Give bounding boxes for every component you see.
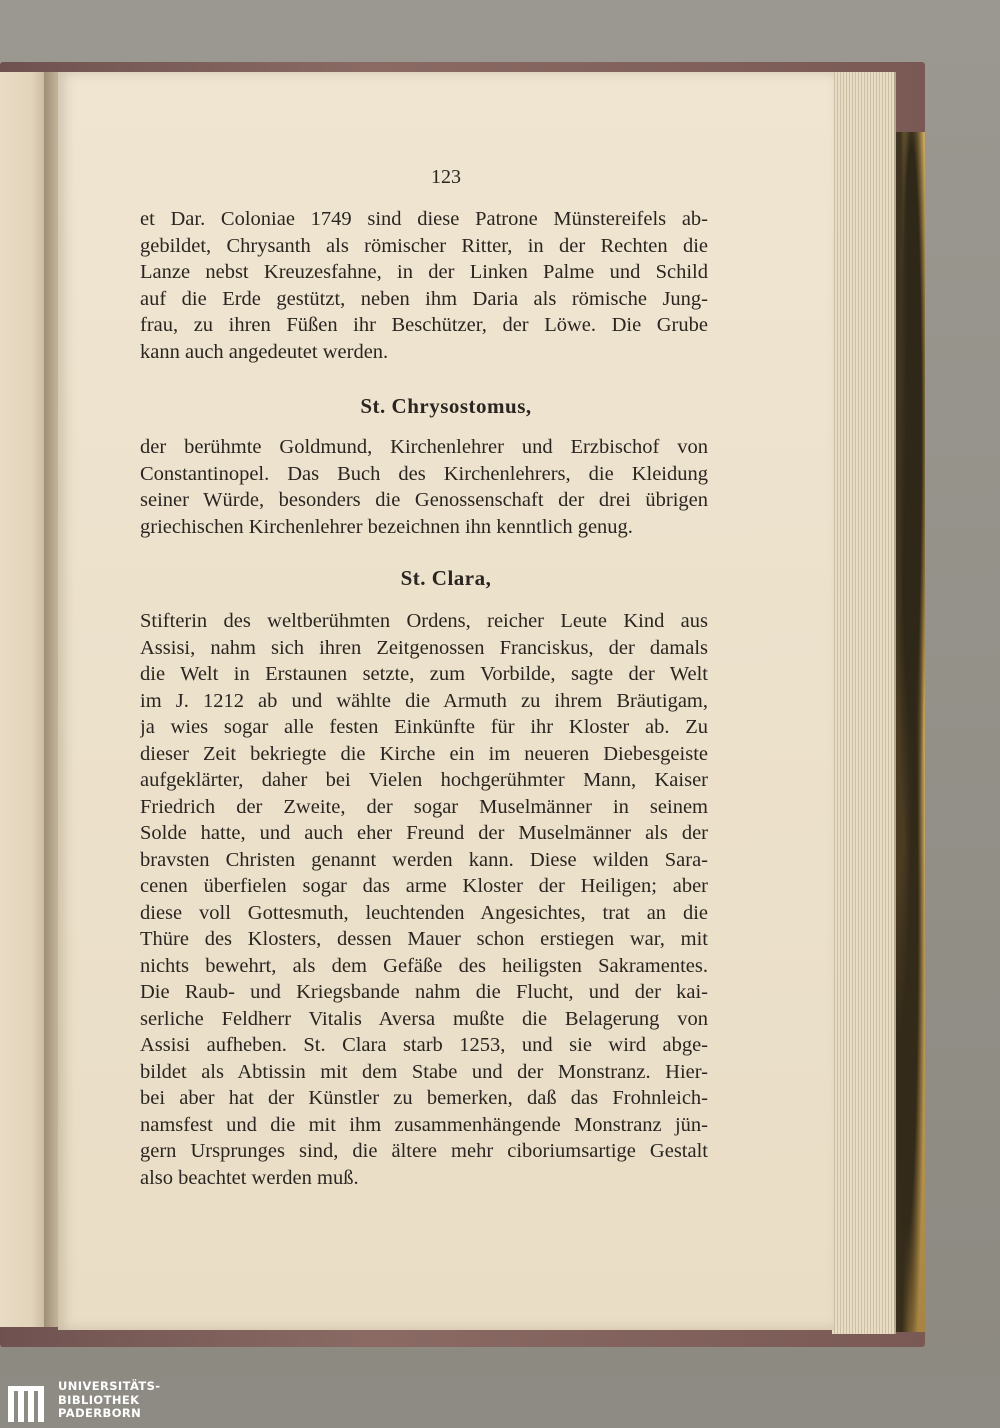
text-line: gern Ursprunges sind, die ältere mehr ciboriumsartige Gestalt (140, 1140, 708, 1162)
text-line: die Welt in Erstaunen setzte, zum Vorbilde, sagte der Welt (140, 663, 708, 685)
text-line: im J. 1212 ab und wählte die Armuth zu ihrem Bräutigam, (140, 689, 708, 712)
text-line: Constantinopel. Das Buch des Kirchenlehrers, die Kleidung (140, 462, 708, 485)
text-line: bildet als Abtissin mit dem Stabe und der Monstranz. Hier- (140, 1060, 708, 1083)
library-logo (0, 1378, 1000, 1428)
text-line: Assisi aufheben. St. Clara starb 1253, und sie wird abge- (140, 1034, 708, 1056)
text-line: Assisi, nahm sich ihren Zeitgenossen Franciskus, der damals (140, 636, 708, 659)
text-line: Friedrich der Zweite, der sogar Muselmänner in seinem (140, 795, 708, 818)
page-stack (832, 72, 896, 1334)
text-line: et Dar. Coloniae 1749 sind diese Patrone Münstereifels ab- (140, 208, 708, 230)
text-line: kann auch angedeutet werden. (140, 340, 389, 363)
text-line: serliche Feldherr Vitalis Aversa mußte die Belagerung von (140, 1007, 708, 1030)
text-line: aufgeklärter, daher bei Vielen hochgerühmter Mann, Kaiser (140, 769, 708, 791)
book-page (58, 72, 834, 1330)
text-line: auf die Erde gestützt, neben ihm Daria als römische Jung- (140, 287, 708, 310)
paragraph-3 (140, 608, 708, 1191)
heading-chrysostomus: St. Chrysostomus, (360, 394, 532, 418)
left-page-edge (0, 72, 46, 1327)
heading-clara: St. Clara, (400, 566, 492, 590)
page-number: 123 (431, 166, 461, 188)
text-line: gebildet, Chrysanth als römischer Ritter, in der Rechten die (140, 234, 708, 257)
text-line: also beachtet werden muß. (140, 1166, 359, 1189)
paragraph-1 (140, 206, 708, 365)
library-logo-icon (6, 1384, 50, 1424)
logo-line: PADERBORN (58, 1406, 142, 1420)
text-line: griechischen Kirchenlehrer bezeichnen ihn kenntlich genug. (140, 515, 633, 538)
text-line: nichts bewehrt, als dem Gefäße des heiligsten Sakramentes. (140, 954, 708, 977)
text-line: Thüre des Klosters, dessen Mauer schon erstiegen war, mit (140, 928, 708, 950)
text-line: Die Raub- und Kriegsbande nahm die Flucht, und der kai- (140, 981, 708, 1003)
text-line: dieser Zeit bekriegte die Kirche ein im neueren Diebesgeiste (140, 742, 708, 765)
text-line: namsfest und die mit ihm zusammenhängende Monstranz jün- (140, 1113, 708, 1136)
logo-line: BIBLIOTHEK (58, 1392, 140, 1407)
logo-line: UNIVERSITÄTS- (58, 1379, 161, 1393)
text-line: diese voll Gottesmuth, leuchtenden Angesichtes, trat an die (140, 901, 708, 924)
text-line: ja wies sogar alle festen Einkünfte für ihr Kloster ab. Zu (140, 716, 708, 738)
text-line: frau, zu ihren Füßen ihr Beschützer, der Löwe. Die Grube (140, 314, 708, 336)
text-line: seiner Würde, besonders die Genossenschaft der drei übrigen (140, 489, 708, 511)
text-line: bei aber hat der Künstler zu bemerken, daß das Frohnleich- (140, 1087, 708, 1109)
text-line: Lanze nebst Kreuzesfahne, in der Linken Palme und Schild (140, 261, 708, 283)
text-line: der berühmte Goldmund, Kirchenlehrer und Erzbischof von (140, 436, 708, 458)
library-logo-text (58, 1380, 160, 1421)
paragraph-2 (140, 434, 708, 540)
text-line: Stifterin des weltberühmten Ordens, reicher Leute Kind aus (140, 610, 708, 632)
text-line: Solde hatte, und auch eher Freund der Muselmänner als der (140, 822, 708, 844)
text-line: cenen überfielen sogar das arme Kloster der Heiligen; aber (140, 875, 708, 897)
text-line: bravsten Christen genannt werden kann. Diese wilden Sara- (140, 848, 708, 871)
